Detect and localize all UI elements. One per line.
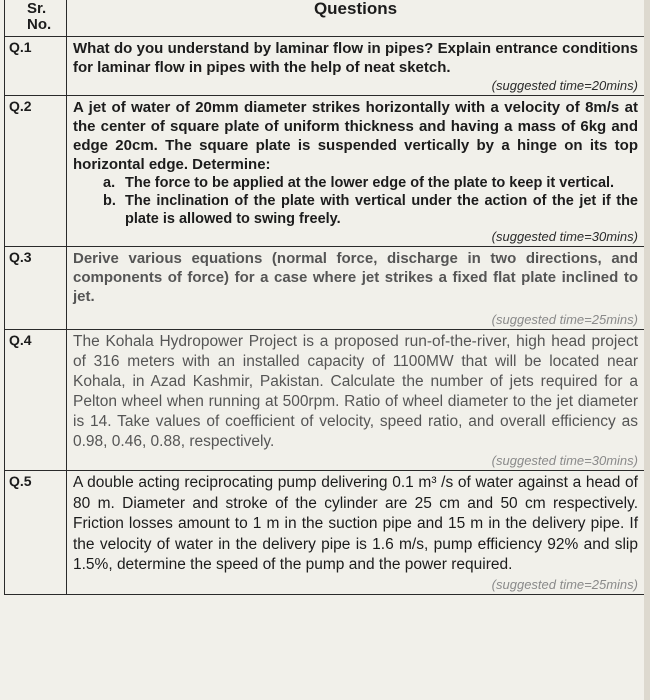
- question-text: What do you understand by laminar flow in pipes? Explain entrance conditions for laminar flow in pipes with the help of neat sketch.: [73, 40, 638, 76]
- question-text: The Kohala Hydropower Project is a proposed run-of-the-river, high head project of 316 meters with an installed capacity of 1100MW that will be located near Kohala, in Azad Kashmir, Pakistan. Calculate the number of jets required for a Pelton wheel when running at 500rpm. Ratio of wheel diameter to the jet diameter is 14. Take values of coefficient of velocity, speed ratio, and overall efficiency as 0.98, 0.46, 0.88, respectively.: [73, 333, 638, 450]
- question-body: [67, 471, 645, 595]
- sub-part: [103, 174, 638, 192]
- question-body: [67, 96, 645, 247]
- question-body: [67, 247, 645, 330]
- question-row-1: [5, 37, 645, 96]
- sr-no-header: [5, 0, 67, 37]
- sub-part-text: The force to be applied at the lower edge of the plate to keep it vertical.: [125, 175, 615, 191]
- question-row-3: [5, 247, 645, 330]
- suggested-time: (suggested time=30mins): [491, 229, 638, 244]
- questions-header: Questions: [67, 0, 645, 37]
- question-number: Q.1: [5, 37, 67, 96]
- suggested-time: (suggested time=25mins): [491, 576, 638, 592]
- question-row-2: [5, 96, 645, 247]
- question-number: Q.5: [5, 471, 67, 595]
- questions-table: [4, 0, 645, 595]
- question-row-5: [5, 471, 645, 595]
- suggested-time: (suggested time=20mins): [491, 78, 638, 93]
- sub-part-label: b.: [103, 193, 116, 209]
- page-edge: [644, 0, 650, 700]
- question-row-4: [5, 330, 645, 471]
- question-number: Q.2: [5, 96, 67, 247]
- header-row: [5, 0, 645, 37]
- question-number: Q.4: [5, 330, 67, 471]
- sub-parts-list: [73, 174, 638, 228]
- sub-part-text: The inclination of the plate with vertical under the action of the jet if the plate is allowed to swing freely.: [125, 193, 638, 227]
- sr-header-line1: Sr.: [27, 0, 47, 17]
- question-text: A double acting reciprocating pump delivering 0.1 m³ /s of water against a head of 80 m. Diameter and stroke of the cylinder are 25 cm and 50 cm respectively. Friction losses amount to 1 m in the suction pipe and 15 m in the delivery pipe. If the velocity of water in the delivery pipe is 1.6 m/s, pump efficiency 92% and slip 1.5%, determine the speed of the pump and the power required.: [73, 474, 638, 573]
- sub-part: [103, 192, 638, 228]
- question-text: A jet of water of 20mm diameter strikes horizontally with a velocity of 8m/s at the center of square plate of uniform thickness and having a mass of 6kg and edge 20cm. The square plate is suspended vertically by a hinge on its top horizontal edge. Determine:: [73, 99, 638, 173]
- suggested-time: (suggested time=30mins): [491, 453, 638, 468]
- question-body: [67, 37, 645, 96]
- sr-header-line2: No.: [27, 16, 52, 33]
- suggested-time: (suggested time=25mins): [491, 312, 638, 327]
- question-text: Derive various equations (normal force, discharge in two directions, and components of force) for a case where jet strikes a fixed flat plate inclined to jet.: [73, 250, 638, 305]
- question-number: Q.3: [5, 247, 67, 330]
- question-body: [67, 330, 645, 471]
- sub-part-label: a.: [103, 175, 116, 191]
